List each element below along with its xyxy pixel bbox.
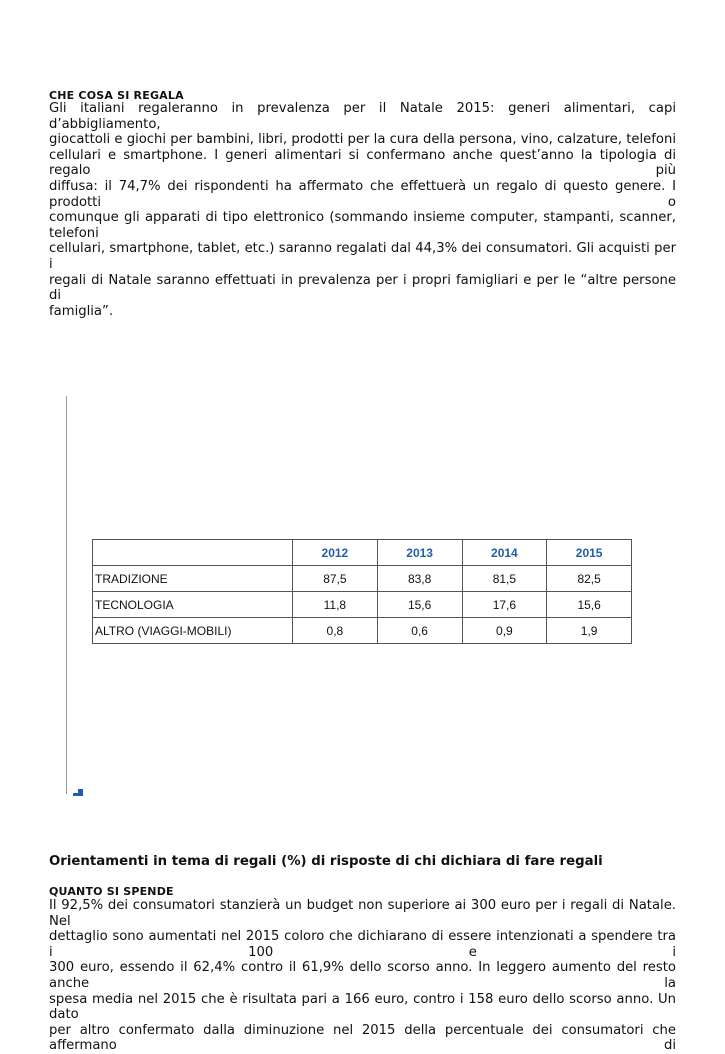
paragraph-line: famiglia”. [49, 303, 114, 319]
row-label: TECNOLOGIA [93, 592, 293, 618]
table-header-row [93, 540, 632, 566]
table-cell: 15,6 [547, 592, 632, 618]
table-header-cell [93, 540, 293, 566]
paragraph-line: Il 92,5% dei consumatori stanzierà un budget non superiore ai 300 euro per i regali di Natale. Nel [49, 898, 676, 929]
paragraph-line: cellulari, smartphone, tablet, etc.) saranno regalati dal 44,3% dei consumatori. Gli acquisti per i [49, 241, 676, 272]
paragraph-line: giocattoli e giochi per bambini, libri, prodotti per la cura della persona, vino, calzature, telefoni [49, 132, 676, 148]
paragraph-line: comunque gli apparati di tipo elettronico (sommando insieme computer, stampanti, scanner, telefoni [49, 210, 676, 241]
table-cell: 83,8 [377, 566, 462, 592]
paragraph-quanto-si-spende [49, 898, 676, 1054]
table-cell: 0,6 [377, 618, 462, 644]
table-cell: 1,9 [547, 618, 632, 644]
table-cell: 87,5 [293, 566, 378, 592]
paragraph-line: regali di Natale saranno effettuati in prevalenza per i propri famigliari e per le “altre persone di [49, 272, 676, 304]
table-header-cell: 2013 [377, 540, 462, 566]
section-heading-cosa-si-regala: CHE COSA SI REGALA [49, 89, 184, 102]
paragraph-cosa-si-regala [49, 101, 676, 319]
table-cell: 17,6 [462, 592, 547, 618]
table-row [93, 618, 632, 644]
paragraph-line: cellulari e smartphone. I generi alimentari si confermano anche quest’anno la tipologia di regalo più [49, 147, 676, 179]
frame-left-border [66, 396, 67, 794]
paragraph-line: per altro confermato dalla diminuzione nel 2015 della percentuale dei consumatori che affermano di [49, 1022, 676, 1054]
section-heading-quanto-si-spende: QUANTO SI SPENDE [49, 885, 174, 898]
table-header-cell: 2015 [547, 540, 632, 566]
paragraph-line: dettaglio sono aumentati nel 2015 coloro che dichiarano di essere intenzionati a spendere tra i 100 e i [49, 929, 676, 960]
table-header-cell: 2014 [462, 540, 547, 566]
row-label: TRADIZIONE [93, 566, 293, 592]
table-cell: 0,8 [293, 618, 378, 644]
paragraph-line: Gli italiani regaleranno in prevalenza per il Natale 2015: generi alimentari, capi d’abbigliamento, [49, 101, 676, 132]
paragraph-line: spesa media nel 2015 che è risultata pari a 166 euro, contro i 158 euro dello scorso anno. Un dato [49, 991, 676, 1023]
table-caption: Orientamenti in tema di regali (%) di risposte di chi dichiara di fare regali [49, 854, 603, 869]
table-cell: 82,5 [547, 566, 632, 592]
table-row [93, 592, 632, 618]
table-cell: 0,9 [462, 618, 547, 644]
regali-table [92, 539, 632, 644]
table-row [93, 566, 632, 592]
paragraph-line: 300 euro, essendo il 62,4% contro il 61,9% dello scorso anno. In leggero aumento del resto anche la [49, 960, 676, 991]
table-cell: 81,5 [462, 566, 547, 592]
paragraph-line: diffusa: il 74,7% dei rispondenti ha affermato che effettuerà un regalo di questo genere. I prodotti o [49, 178, 676, 210]
table-cell: 15,6 [377, 592, 462, 618]
resize-corner-icon [73, 786, 83, 796]
table-cell: 11,8 [293, 592, 378, 618]
table-header-cell: 2012 [293, 540, 378, 566]
row-label: ALTRO (VIAGGI-MOBILI) [93, 618, 293, 644]
